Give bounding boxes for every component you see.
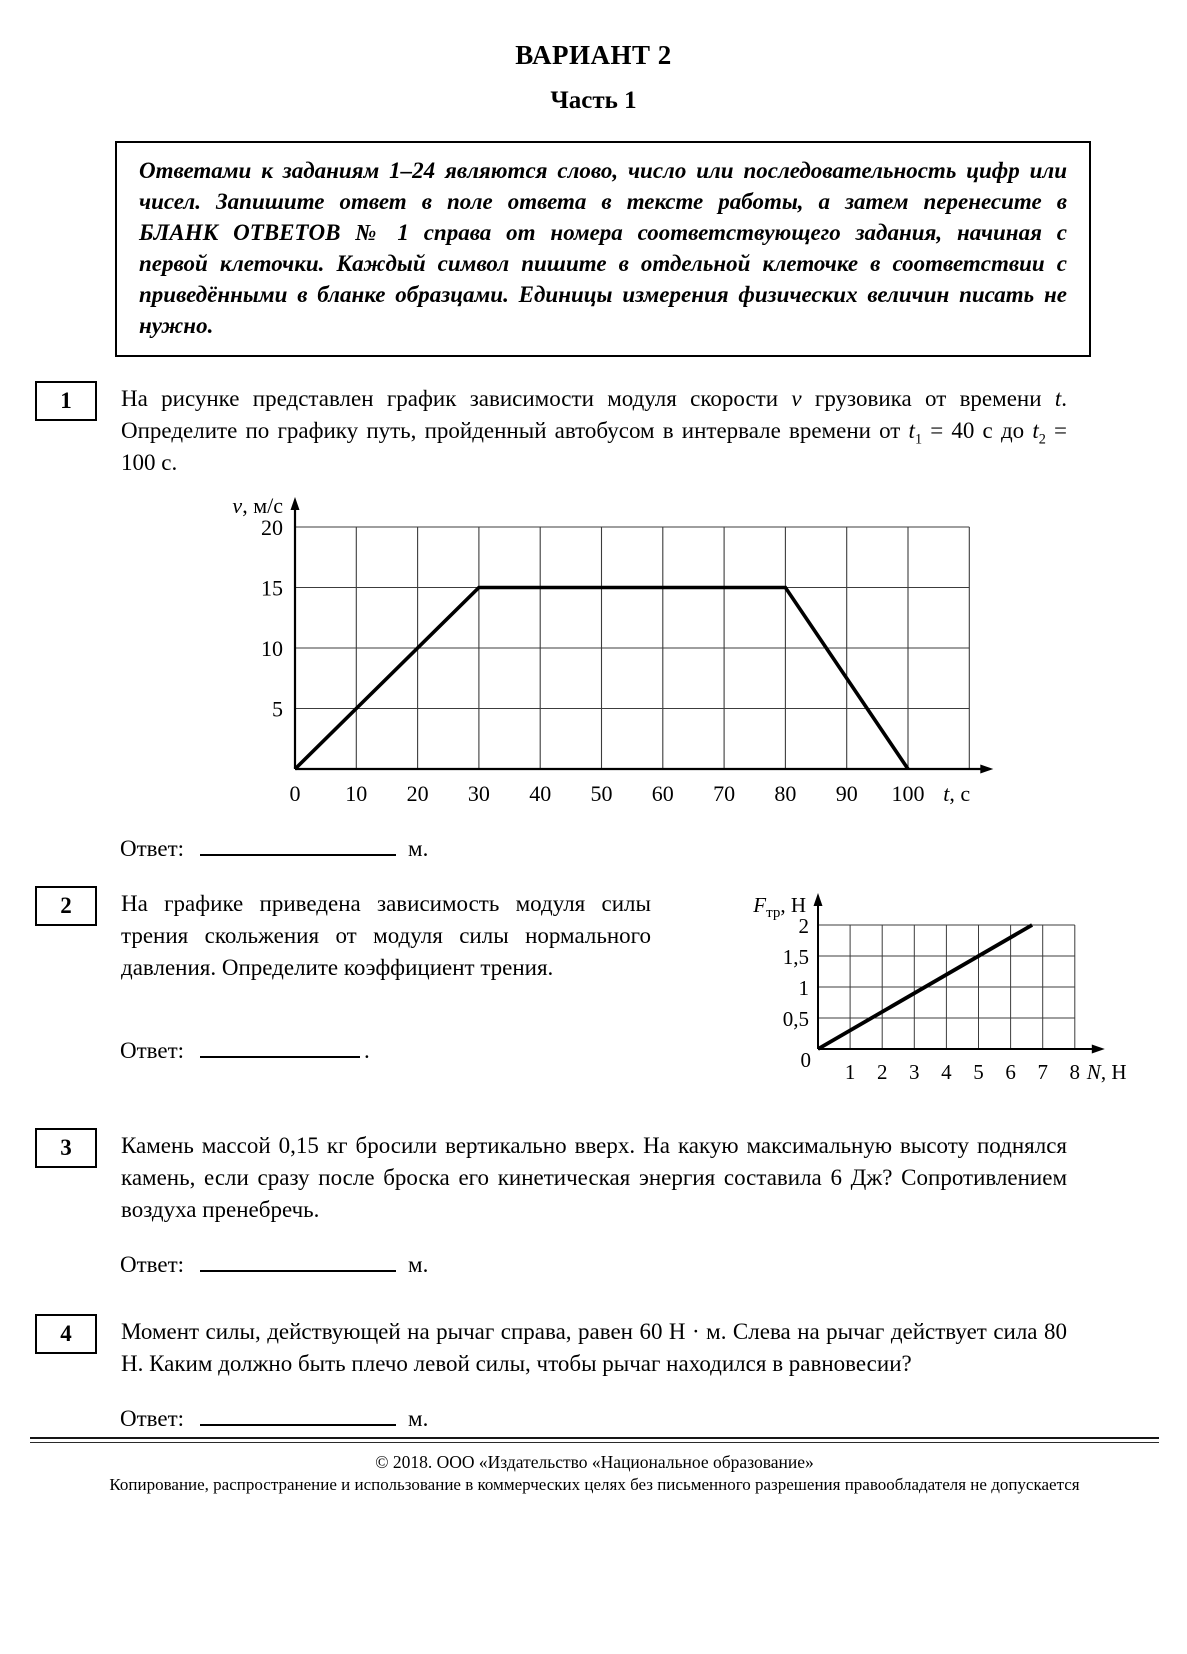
svg-text:7: 7 [1037, 1060, 1048, 1084]
answer-label: Ответ: [120, 1406, 185, 1431]
answer-row-3 [120, 1248, 1187, 1278]
svg-text:1: 1 [798, 976, 809, 1000]
answer-suffix: . [364, 1038, 370, 1063]
svg-text:t, c: t, c [943, 781, 971, 806]
footer-copyright: © 2018. ООО «Издательство «Национальное образование» [375, 1452, 814, 1472]
problem-3 [0, 1128, 1187, 1278]
svg-text:4: 4 [941, 1060, 952, 1084]
answer-unit: м. [408, 836, 429, 861]
page-footer [30, 1437, 1159, 1495]
velocity-time-graph-svg [205, 489, 1051, 811]
answer-row-1 [120, 832, 1187, 862]
svg-text:1: 1 [844, 1060, 856, 1084]
problem-1 [0, 381, 1187, 862]
answer-row-2 [120, 1034, 651, 1064]
friction-force-graph-svg [723, 884, 1178, 1089]
svg-text:30: 30 [467, 781, 490, 806]
svg-text:70: 70 [713, 781, 736, 806]
svg-text:5: 5 [272, 696, 283, 722]
answer-blank-2 [200, 1034, 360, 1058]
instruction-box: Ответами к заданиям 1–24 являются слово, число или последовательность цифр или чисел. Запишите ответ в поле ответа в тексте работы, а затем перенесите в БЛАНК ОТВЕТОВ № 1 справа от номера соответствующего задания, начиная с первой клеточки. Каждый символ пишите в отдельной клеточке в соответствии с приведёнными в бланке образцами. Единицы измерения физических величин писать не нужно. [115, 141, 1091, 357]
svg-text:1,5: 1,5 [782, 945, 809, 969]
problem-3-number: 3 [35, 1128, 97, 1168]
svg-text:0,5: 0,5 [782, 1007, 809, 1031]
problem-1-header [0, 381, 1187, 479]
svg-text:40: 40 [529, 781, 552, 806]
answer-label: Ответ: [120, 836, 185, 861]
part-title: Часть 1 [550, 87, 637, 114]
problem-1-number: 1 [35, 381, 97, 421]
svg-text:20: 20 [406, 781, 429, 806]
problem-2-left-column [0, 886, 651, 1064]
answer-blank-3 [200, 1248, 396, 1272]
svg-text:50: 50 [590, 781, 613, 806]
svg-text:20: 20 [261, 515, 283, 540]
svg-text:10: 10 [345, 781, 368, 806]
svg-text:100: 100 [891, 781, 925, 806]
svg-text:v, м/с: v, м/с [232, 493, 283, 518]
answer-label: Ответ: [120, 1252, 185, 1277]
svg-text:5: 5 [973, 1060, 984, 1084]
problem-2-number: 2 [35, 886, 97, 926]
answer-row-4 [120, 1402, 1187, 1432]
svg-text:0: 0 [800, 1048, 811, 1072]
answer-unit: м. [408, 1252, 429, 1277]
velocity-time-graph [205, 489, 1187, 816]
problem-2-text: На графике приведена зависимость модуля силы трения скольжения от модуля силы нормального давления. Определите коэффициент трения. [121, 891, 651, 980]
problem-4-header [0, 1314, 1187, 1380]
svg-text:3: 3 [909, 1060, 920, 1084]
problem-4-number: 4 [35, 1314, 97, 1354]
svg-text:0: 0 [289, 781, 301, 806]
problem-2 [0, 886, 1187, 1094]
svg-text:N, Н: N, Н [1086, 1060, 1127, 1084]
svg-text:90: 90 [835, 781, 858, 806]
footer-notice: Копирование, распространение и использование в коммерческих целях без письменного разрешения правообладателя не допускается [109, 1475, 1080, 1494]
answer-blank-1 [200, 832, 396, 856]
svg-text:60: 60 [651, 781, 674, 806]
problem-3-header [0, 1128, 1187, 1226]
problem-2-layout [0, 886, 1187, 1094]
problem-2-header [0, 886, 651, 984]
svg-text:15: 15 [261, 575, 283, 601]
svg-text:Fтр, Н: $F_{тр}$, Н [753, 893, 806, 921]
footer-double-rule [30, 1437, 1159, 1443]
svg-text:6: 6 [1005, 1060, 1016, 1084]
svg-text:10: 10 [261, 636, 283, 661]
answer-blank-4 [200, 1402, 396, 1426]
page-title: ВАРИАНТ 2 [515, 40, 672, 70]
problem-3-text: Камень массой 0,15 кг бросили вертикально вверх. На какую максимальную высоту поднялся камень, если сразу после броска его кинетическая энергия составила 6 Дж? Сопротивлением воздуха пренебречь. [121, 1133, 1067, 1222]
friction-force-graph [723, 884, 1178, 1094]
svg-text:2: 2 [798, 914, 809, 938]
svg-text:80: 80 [774, 781, 797, 806]
svg-text:2: 2 [876, 1060, 888, 1084]
problem-4 [0, 1314, 1187, 1432]
answer-label: Ответ: [120, 1038, 185, 1063]
problem-4-text: Момент силы, действующей на рычаг справа, равен 60 Н · м. Слева на рычаг действует сила 80 Н. Каким должно быть плечо левой силы, чтобы рычаг находился в равновесии? [121, 1319, 1067, 1376]
answer-unit: м. [408, 1406, 429, 1431]
problem-1-text: На рисунке представлен график зависимости модуля скорости v грузовика от времени t. Определите по графику путь, пройденный автобусом в интервале времени от $t_1 = 40$ с до $t_2 = 100$ с. [121, 386, 1067, 475]
svg-text:8: 8 [1069, 1060, 1081, 1084]
